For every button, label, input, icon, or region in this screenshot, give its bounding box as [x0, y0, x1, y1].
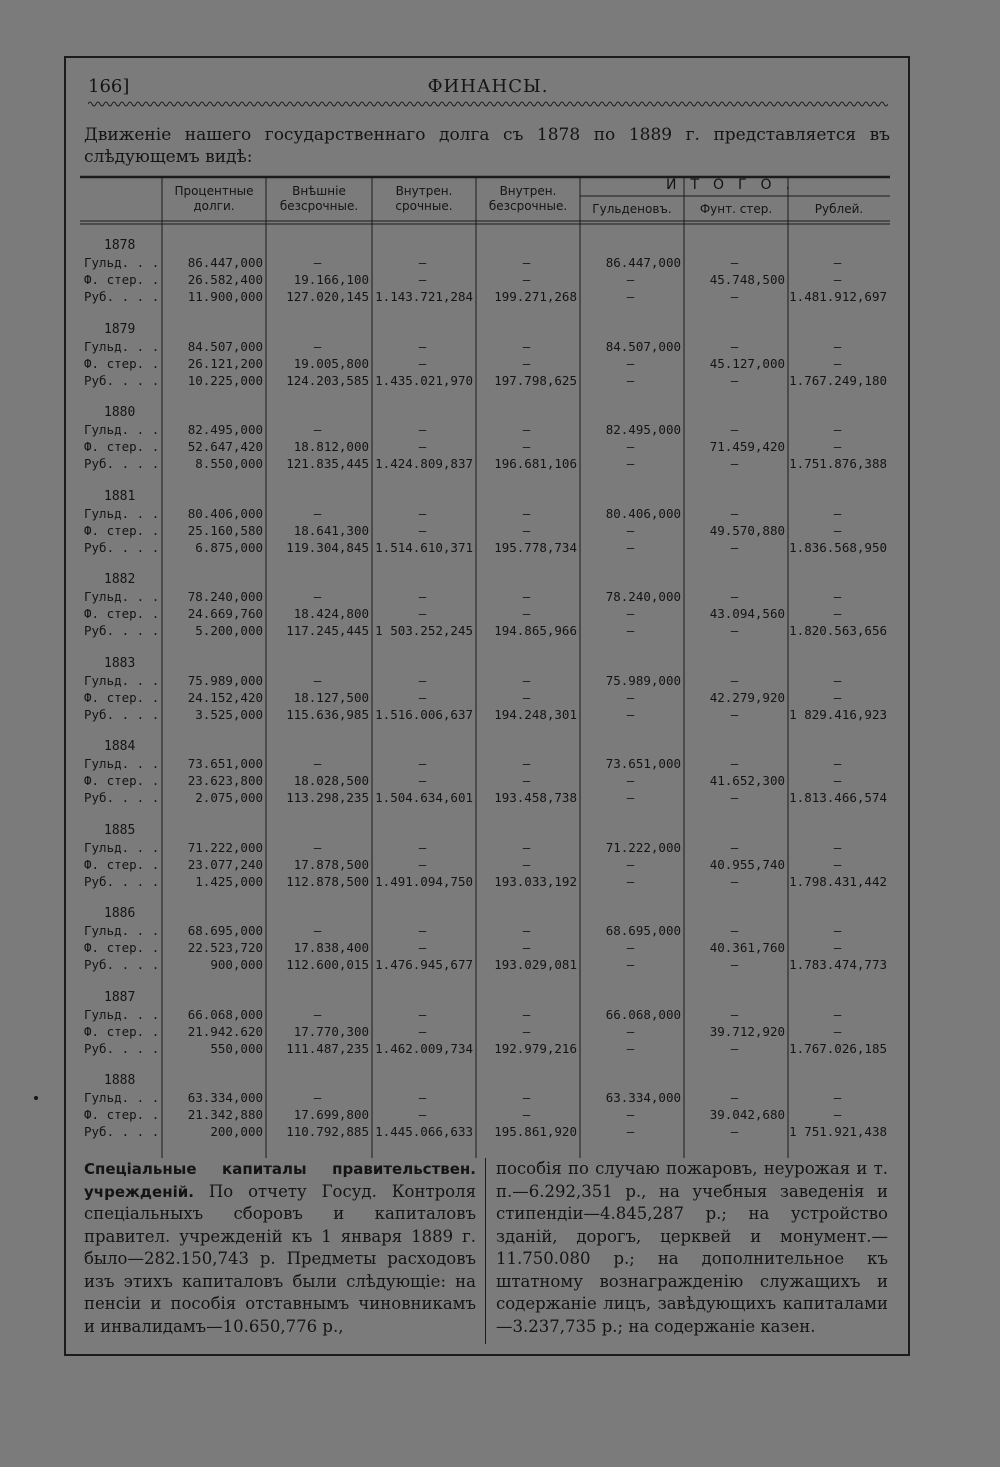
cell-internal-perpetual: 195.778,734: [494, 539, 577, 555]
cell-internal-perpetual: —: [522, 422, 531, 437]
cell-total-guldens: —: [626, 606, 635, 621]
cell-internal-term: —: [418, 672, 427, 688]
currency-label: Руб. . . .: [84, 1124, 160, 1139]
cell-interest: 2.075,000: [195, 790, 263, 805]
cell-internal-perpetual: —: [522, 923, 531, 938]
cell-internal-term: —: [418, 422, 427, 437]
cell-total-guldens: —: [626, 289, 635, 304]
cell-total-pounds: —: [730, 1006, 739, 1022]
cell-total-guldens: 71.222,000: [605, 839, 681, 855]
cell-total-guldens: —: [626, 940, 635, 955]
year-label: 1880: [104, 405, 136, 420]
year-label: 1886: [104, 906, 136, 921]
cell-internal-term: —: [418, 338, 427, 354]
cell-total-rubles: 1.813.466,574: [789, 790, 887, 805]
currency-label: Ф. стер. .: [84, 773, 160, 788]
currency-label: Ф. стер. .: [84, 856, 160, 872]
cell-external-perpetual: 17.770,300: [293, 1023, 369, 1039]
cell-total-rubles: 1.820.563,656: [789, 623, 887, 638]
cell-external-perpetual: —: [313, 1090, 322, 1105]
cell-internal-term: —: [418, 1107, 427, 1122]
cell-total-pounds: 71.459,420: [709, 439, 785, 454]
currency-label: Руб. . . .: [84, 873, 160, 889]
cell-total-guldens: 84.507,000: [605, 338, 681, 354]
cell-total-guldens: —: [626, 522, 635, 538]
cell-total-pounds: —: [730, 1090, 739, 1105]
cell-external-perpetual: 17.878,500: [293, 856, 369, 872]
cell-internal-term: 1.504.634,601: [375, 790, 473, 805]
intro-paragraph: Движеніе нашего государственнаго долга съ 1878 по 1889 г. представляется въ слѣдующемъ видѣ:: [84, 125, 890, 167]
cell-internal-perpetual: 194.248,301: [494, 706, 577, 722]
cell-interest: 80.406,000: [187, 505, 263, 521]
cell-external-perpetual: 18.028,500: [293, 773, 369, 788]
cell-total-guldens: —: [626, 539, 635, 555]
cell-total-rubles: 1.798.431,442: [789, 873, 887, 889]
cell-total-rubles: —: [833, 255, 842, 270]
cell-internal-perpetual: 193.033,192: [494, 873, 577, 889]
cell-total-guldens: 78.240,000: [605, 589, 681, 604]
cell-internal-perpetual: —: [522, 1006, 531, 1022]
cell-external-perpetual: 121.835,445: [286, 456, 369, 471]
cell-total-rubles: —: [833, 923, 842, 938]
cell-total-rubles: 1 751.921,438: [789, 1124, 887, 1139]
cell-interest: 24.669,760: [187, 606, 263, 621]
cell-interest: 11.900,000: [187, 289, 263, 304]
cell-interest: 25.160,580: [187, 522, 263, 538]
cell-total-guldens: —: [626, 623, 635, 638]
currency-label: Ф. стер. .: [84, 606, 160, 621]
cell-internal-term: 1.143.721,284: [375, 289, 473, 304]
cell-internal-term: —: [418, 1006, 427, 1022]
currency-label: Руб. . . .: [84, 456, 160, 471]
cell-total-pounds: —: [730, 756, 739, 771]
cell-total-rubles: —: [833, 272, 842, 287]
cell-total-pounds: —: [730, 289, 739, 304]
cell-internal-term: —: [418, 272, 427, 287]
currency-label: Руб. . . .: [84, 957, 160, 972]
cell-total-rubles: —: [833, 1107, 842, 1122]
cell-total-rubles: 1.767.026,185: [789, 1040, 887, 1056]
cell-internal-term: —: [418, 923, 427, 938]
cell-interest: 73.651,000: [187, 756, 263, 771]
cell-internal-perpetual: —: [522, 689, 531, 705]
cell-total-guldens: —: [626, 355, 635, 371]
cell-total-rubles: —: [833, 355, 842, 371]
cell-interest: 78.240,000: [187, 589, 263, 604]
cell-total-guldens: 80.406,000: [605, 505, 681, 521]
year-label: 1888: [104, 1073, 136, 1088]
cell-interest: 200,000: [210, 1124, 263, 1139]
cell-total-rubles: —: [833, 589, 842, 604]
cell-external-perpetual: 18.424,800: [293, 606, 369, 621]
cell-total-guldens: —: [626, 790, 635, 805]
cell-external-perpetual: —: [313, 338, 322, 354]
currency-label: Руб. . . .: [84, 372, 160, 388]
currency-label: Гульд. . .: [84, 255, 160, 270]
year-label: 1879: [104, 321, 136, 337]
section-title: ФИНАНСЫ.: [427, 76, 549, 97]
cell-total-pounds: 41.652,300: [709, 773, 785, 788]
year-label: 1878: [104, 238, 136, 253]
cell-total-rubles: —: [833, 439, 842, 454]
cell-internal-perpetual: —: [522, 439, 531, 454]
currency-label: Гульд. . .: [84, 338, 160, 354]
cell-internal-term: —: [418, 940, 427, 955]
cell-interest: 52.647,420: [187, 439, 263, 454]
cell-total-pounds: —: [730, 957, 739, 972]
cell-internal-term: 1.445.066,633: [375, 1124, 473, 1139]
cell-total-guldens: —: [626, 439, 635, 454]
cell-total-pounds: 43.094,560: [709, 606, 785, 621]
cell-external-perpetual: 17.838,400: [293, 940, 369, 955]
cell-total-pounds: —: [730, 255, 739, 270]
cell-total-guldens: —: [626, 689, 635, 705]
cell-interest: 550,000: [210, 1040, 263, 1056]
cell-internal-perpetual: —: [522, 672, 531, 688]
cell-total-pounds: —: [730, 539, 739, 555]
cell-interest: 21.942.620: [187, 1023, 263, 1039]
cell-internal-perpetual: —: [522, 272, 531, 287]
header-itogo: ИТОГО.: [665, 177, 805, 193]
cell-internal-perpetual: —: [522, 773, 531, 788]
cell-internal-perpetual: 196.681,106: [494, 456, 577, 471]
cell-internal-term: —: [418, 355, 427, 371]
cell-internal-term: —: [418, 522, 427, 538]
cell-total-guldens: —: [626, 1124, 635, 1139]
cell-total-pounds: —: [730, 372, 739, 388]
cell-external-perpetual: 112.600,015: [286, 957, 369, 972]
cell-interest: 26.121,200: [187, 355, 263, 371]
cell-total-pounds: 39.712,920: [709, 1023, 785, 1039]
cell-external-perpetual: 127.020,145: [286, 289, 369, 304]
year-label: 1887: [104, 989, 136, 1005]
cell-total-guldens: —: [626, 957, 635, 972]
page-number: 166]: [88, 76, 130, 97]
cell-internal-perpetual: —: [522, 255, 531, 270]
cell-external-perpetual: 18.641,300: [293, 522, 369, 538]
cell-total-guldens: 73.651,000: [605, 756, 681, 771]
cell-external-perpetual: 17.699,800: [293, 1107, 369, 1122]
cell-external-perpetual: —: [313, 923, 322, 938]
cell-internal-perpetual: —: [522, 1107, 531, 1122]
cell-total-pounds: —: [730, 456, 739, 471]
cell-external-perpetual: —: [313, 839, 322, 855]
cell-external-perpetual: —: [313, 672, 322, 688]
cell-total-guldens: —: [626, 372, 635, 388]
column-divider: [485, 1158, 486, 1344]
cell-total-rubles: 1.767.249,180: [789, 372, 887, 388]
currency-label: Гульд. . .: [84, 1090, 160, 1105]
cell-external-perpetual: 115.636,985: [286, 706, 369, 722]
cell-external-perpetual: 19.166,100: [293, 272, 369, 287]
currency-label: Ф. стер. .: [84, 272, 160, 287]
cell-interest: 71.222,000: [187, 839, 263, 855]
cell-total-rubles: —: [833, 338, 842, 354]
currency-label: Гульд. . .: [84, 839, 160, 855]
cell-interest: 26.582,400: [187, 272, 263, 287]
cell-internal-term: 1.424.809,837: [375, 456, 473, 471]
cell-total-guldens: —: [626, 773, 635, 788]
cell-external-perpetual: —: [313, 756, 322, 771]
cell-external-perpetual: 111.487,235: [286, 1040, 369, 1056]
cell-total-rubles: —: [833, 606, 842, 621]
cell-interest: 23.077,240: [187, 856, 263, 872]
cell-total-guldens: —: [626, 456, 635, 471]
cell-interest: 22.523,720: [187, 940, 263, 955]
cell-total-rubles: —: [833, 689, 842, 705]
cell-internal-perpetual: 194.865,966: [494, 623, 577, 638]
cell-total-guldens: —: [626, 856, 635, 872]
cell-external-perpetual: 18.127,500: [293, 689, 369, 705]
cell-interest: 68.695,000: [187, 923, 263, 938]
year-label: 1885: [104, 822, 136, 838]
cell-interest: 10.225,000: [187, 372, 263, 388]
cell-internal-term: 1 503.252,245: [375, 623, 473, 638]
cell-internal-term: —: [418, 773, 427, 788]
cell-total-guldens: —: [626, 706, 635, 722]
cell-internal-perpetual: —: [522, 505, 531, 521]
cell-internal-term: 1.491.094,750: [375, 873, 473, 889]
cell-interest: 6.875,000: [195, 539, 263, 555]
currency-label: Руб. . . .: [84, 790, 160, 805]
currency-label: Руб. . . .: [84, 539, 160, 555]
currency-label: Руб. . . .: [84, 289, 160, 304]
cell-total-rubles: —: [833, 505, 842, 521]
cell-total-guldens: —: [626, 873, 635, 889]
cell-interest: 86.447,000: [187, 255, 263, 270]
cell-total-guldens: 86.447,000: [605, 255, 681, 270]
cell-total-pounds: —: [730, 623, 739, 638]
cell-total-pounds: 40.955,740: [709, 856, 785, 872]
cell-total-rubles: 1.751.876,388: [789, 456, 887, 471]
cell-total-pounds: —: [730, 338, 739, 354]
cell-total-guldens: —: [626, 1023, 635, 1039]
cell-interest: 3.525,000: [195, 706, 263, 722]
cell-internal-term: —: [418, 839, 427, 855]
cell-internal-perpetual: —: [522, 1090, 531, 1105]
cell-total-rubles: —: [833, 1090, 842, 1105]
currency-label: Ф. стер. .: [84, 689, 160, 705]
cell-interest: 23.623,800: [187, 773, 263, 788]
cell-internal-term: —: [418, 756, 427, 771]
cell-external-perpetual: —: [313, 505, 322, 521]
cell-internal-perpetual: —: [522, 756, 531, 771]
cell-interest: 82.495,000: [187, 422, 263, 437]
cell-interest: 24.152,420: [187, 689, 263, 705]
cell-internal-term: —: [418, 606, 427, 621]
cell-total-rubles: 1.783.474,773: [789, 957, 887, 972]
cell-internal-term: 1.435.021,970: [375, 372, 473, 388]
cell-total-pounds: 42.279,920: [709, 689, 785, 705]
cell-internal-perpetual: —: [522, 1023, 531, 1039]
cell-external-perpetual: 19.005,800: [293, 355, 369, 371]
cell-total-rubles: —: [833, 856, 842, 872]
cell-external-perpetual: 110.792,885: [286, 1124, 369, 1139]
cell-interest: 63.334,000: [187, 1090, 263, 1105]
cell-internal-term: —: [418, 1090, 427, 1105]
currency-label: Ф. стер. .: [84, 522, 160, 538]
cell-external-perpetual: 18.812,000: [293, 439, 369, 454]
cell-internal-term: 1.516.006,637: [375, 706, 473, 722]
cell-total-pounds: —: [730, 706, 739, 722]
currency-label: Ф. стер. .: [84, 439, 160, 454]
cell-external-perpetual: 112.878,500: [286, 873, 369, 889]
cell-internal-perpetual: 197.798,625: [494, 372, 577, 388]
cell-internal-term: —: [418, 439, 427, 454]
cell-external-perpetual: 117.245,445: [286, 623, 369, 638]
cell-total-pounds: —: [730, 672, 739, 688]
cell-interest: 8.550,000: [195, 456, 263, 471]
cell-internal-term: —: [418, 255, 427, 270]
cell-interest: 66.068,000: [187, 1006, 263, 1022]
cell-total-guldens: 82.495,000: [605, 422, 681, 437]
cell-internal-perpetual: —: [522, 522, 531, 538]
currency-label: Ф. стер. .: [84, 355, 160, 371]
currency-label: Гульд. . .: [84, 672, 160, 688]
year-label: 1884: [104, 739, 136, 754]
cell-total-rubles: —: [833, 422, 842, 437]
currency-label: Гульд. . .: [84, 1006, 160, 1022]
cell-total-pounds: —: [730, 790, 739, 805]
cell-interest: 5.200,000: [195, 623, 263, 638]
cell-total-guldens: 68.695,000: [605, 923, 681, 938]
currency-label: Гульд. . .: [84, 756, 160, 771]
cell-total-pounds: —: [730, 505, 739, 521]
cell-total-rubles: 1 829.416,923: [789, 706, 887, 722]
cell-total-pounds: —: [730, 923, 739, 938]
cell-external-perpetual: 124.203,585: [286, 372, 369, 388]
margin-speck: [34, 1096, 38, 1100]
cell-internal-perpetual: 195.861,920: [494, 1124, 577, 1139]
cell-interest: 1.425,000: [195, 873, 263, 889]
cell-total-rubles: —: [833, 1023, 842, 1039]
cell-total-guldens: 63.334,000: [605, 1090, 681, 1105]
currency-label: Гульд. . .: [84, 505, 160, 521]
cell-total-rubles: 1.481.912,697: [789, 289, 887, 304]
cell-total-guldens: —: [626, 1040, 635, 1056]
cell-internal-term: 1.462.009,734: [375, 1040, 473, 1056]
cell-internal-term: —: [418, 589, 427, 604]
debt-table: [80, 174, 890, 1158]
cell-internal-term: —: [418, 689, 427, 705]
currency-label: Гульд. . .: [84, 923, 160, 938]
ornamental-rule: [88, 100, 888, 108]
cell-total-guldens: 66.068,000: [605, 1006, 681, 1022]
header-internal-term: Внутрен. срочные.: [395, 184, 453, 213]
special-capitals-heading: Спеціальные капиталы правительствен. учрежденій.: [84, 1160, 476, 1201]
year-label: 1881: [104, 488, 136, 504]
header-external-perpetual: Внѣшніе безсрочные.: [279, 184, 359, 213]
cell-internal-perpetual: —: [522, 589, 531, 604]
cell-internal-perpetual: 193.458,738: [494, 790, 577, 805]
cell-interest: 900,000: [210, 957, 263, 972]
header-rubles: Рублей.: [814, 202, 864, 216]
cell-total-rubles: —: [833, 672, 842, 688]
expenses-paragraph: пособія по случаю пожаровъ, неурожая и т. п.—6.292,351 р., на учебныя заведенія и стипендіи—4.845,287 р.; на устройство зданій, дорогъ, церквей и монумент.—11.750.080 р.; на дополнительное къ штатному вознагражденію служащихъ и содержаніе лицъ, завѣдующихъ капиталами—3.237,735 р.; на содержаніе казен.: [496, 1159, 888, 1336]
cell-total-pounds: —: [730, 422, 739, 437]
header-pounds: Фунт. стер.: [699, 202, 773, 216]
currency-label: Руб. . . .: [84, 706, 160, 722]
cell-interest: 75.989,000: [187, 672, 263, 688]
cell-external-perpetual: —: [313, 1006, 322, 1022]
cell-total-rubles: —: [833, 773, 842, 788]
cell-internal-perpetual: —: [522, 606, 531, 621]
cell-interest: 84.507,000: [187, 338, 263, 354]
cell-total-pounds: 45.127,000: [709, 355, 785, 371]
cell-external-perpetual: 119.304,845: [286, 539, 369, 555]
cell-total-rubles: —: [833, 522, 842, 538]
cell-internal-term: 1.476.945,677: [375, 957, 473, 972]
cell-external-perpetual: —: [313, 422, 322, 437]
cell-internal-term: —: [418, 1023, 427, 1039]
cell-total-pounds: —: [730, 1124, 739, 1139]
cell-total-pounds: 39.042,680: [709, 1107, 785, 1122]
cell-total-rubles: —: [833, 756, 842, 771]
cell-external-perpetual: 113.298,235: [286, 790, 369, 805]
year-label: 1882: [104, 572, 136, 587]
text-columns: [84, 1158, 892, 1344]
cell-external-perpetual: —: [313, 589, 322, 604]
cell-total-guldens: —: [626, 1107, 635, 1122]
cell-total-guldens: —: [626, 272, 635, 287]
currency-label: Руб. . . .: [84, 1040, 160, 1056]
year-label: 1883: [104, 655, 136, 671]
cell-interest: 21.342,880: [187, 1107, 263, 1122]
special-capitals-body: По отчету Госуд. Контроля спеціальныхъ сборовъ и капиталовъ правител. учрежденій къ 1 января 1889 г. было—282.150,743 р. Предметы расходовъ изъ этихъ капиталовъ были слѣдующіе: на пенсіи и пособія отставнымъ чиновникамъ и инвалидамъ—10.650,776 р.,: [84, 1181, 476, 1336]
cell-internal-perpetual: —: [522, 940, 531, 955]
cell-total-rubles: 1.836.568,950: [789, 539, 887, 555]
cell-total-rubles: —: [833, 940, 842, 955]
currency-label: Руб. . . .: [84, 623, 160, 638]
cell-total-rubles: —: [833, 1006, 842, 1022]
header-guldens: Гульденовъ.: [592, 202, 672, 216]
cell-internal-perpetual: —: [522, 856, 531, 872]
cell-internal-perpetual: 199.271,268: [494, 289, 577, 304]
cell-internal-perpetual: —: [522, 338, 531, 354]
cell-total-guldens: 75.989,000: [605, 672, 681, 688]
header-internal-perpetual: Внутрен. безсрочные.: [488, 184, 568, 213]
cell-internal-perpetual: 192.979,216: [494, 1040, 577, 1056]
cell-internal-perpetual: —: [522, 839, 531, 855]
cell-internal-term: —: [418, 505, 427, 521]
currency-label: Гульд. . .: [84, 589, 160, 604]
cell-total-pounds: 45.748,500: [709, 272, 785, 287]
cell-total-pounds: —: [730, 589, 739, 604]
cell-internal-term: 1.514.610,371: [375, 539, 473, 555]
currency-label: Ф. стер. .: [84, 1023, 160, 1039]
cell-total-rubles: —: [833, 839, 842, 855]
cell-total-pounds: 40.361,760: [709, 940, 785, 955]
header-interest-debts: Процентные долги.: [174, 184, 254, 213]
cell-total-pounds: —: [730, 1040, 739, 1056]
cell-internal-perpetual: 193.029,081: [494, 957, 577, 972]
cell-total-pounds: —: [730, 839, 739, 855]
cell-external-perpetual: —: [313, 255, 322, 270]
cell-internal-term: —: [418, 856, 427, 872]
special-capitals-paragraph: [84, 1158, 476, 1338]
currency-label: Ф. стер. .: [84, 1107, 160, 1122]
cell-total-pounds: 49.570,880: [709, 522, 785, 538]
cell-internal-perpetual: —: [522, 355, 531, 371]
currency-label: Гульд. . .: [84, 422, 160, 437]
cell-total-pounds: —: [730, 873, 739, 889]
currency-label: Ф. стер. .: [84, 940, 160, 955]
